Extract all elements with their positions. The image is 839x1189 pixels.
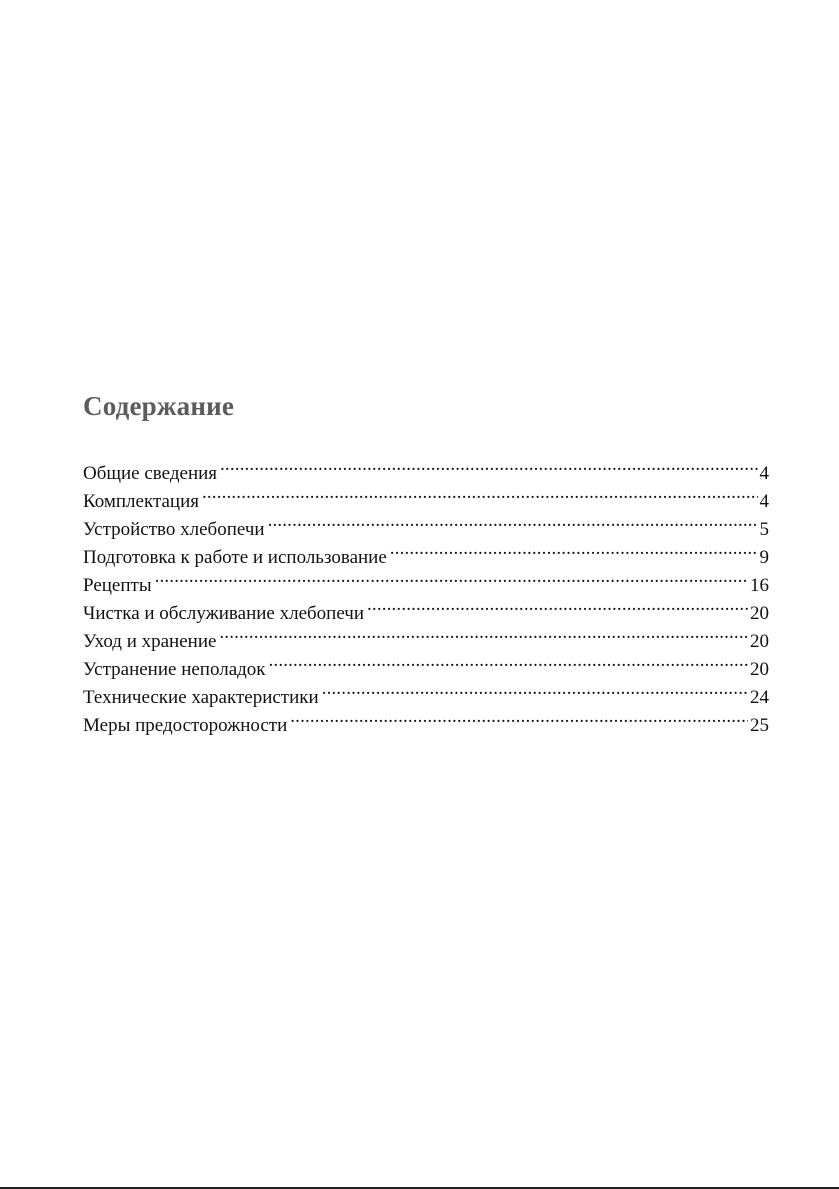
toc-entry-label: Уход и хранение	[83, 631, 217, 652]
toc-dot-leader	[202, 479, 758, 507]
toc-dot-leader	[390, 535, 758, 563]
toc-entry-label: Общие сведения	[83, 463, 218, 484]
toc-entry-label: Устранение неполадок	[83, 659, 266, 680]
toc-dot-leader	[290, 703, 748, 731]
toc-entry-label: Меры предосторожности	[83, 715, 288, 736]
toc-entry	[83, 563, 769, 596]
toc-entry-page: 25	[750, 715, 769, 736]
toc-dot-leader	[155, 563, 748, 591]
toc-dot-leader	[219, 619, 748, 647]
toc-entry-page: 9	[759, 547, 769, 568]
toc-entry-page: 24	[750, 687, 769, 708]
toc-entry-label: Подготовка к работе и использование	[83, 547, 387, 568]
toc-entry-page: 20	[750, 631, 769, 652]
toc-entry-page: 16	[750, 575, 769, 596]
toc-entry	[83, 451, 769, 484]
table-of-contents	[83, 451, 769, 736]
toc-dot-leader	[268, 507, 758, 535]
toc-dot-leader	[322, 675, 748, 703]
toc-title: Содержание	[83, 391, 235, 421]
toc-entry-label: Чистка и обслуживание хлебопечи	[83, 603, 365, 624]
toc-entry-label: Технические характеристики	[83, 687, 319, 708]
toc-entry-label: Комплектация	[83, 491, 199, 512]
toc-dot-leader	[269, 647, 748, 675]
toc-dot-leader	[367, 591, 748, 619]
toc-entry-page: 20	[750, 659, 769, 680]
toc-entry-page: 5	[759, 519, 769, 540]
toc-entry	[83, 591, 769, 624]
toc-entry-page: 4	[759, 463, 769, 484]
toc-entry-label: Устройство хлебопечи	[83, 519, 265, 540]
toc-entry-page: 4	[759, 491, 769, 512]
toc-entry-page: 20	[750, 603, 769, 624]
toc-entry-label: Рецепты	[83, 575, 152, 596]
toc-dot-leader	[220, 451, 757, 479]
